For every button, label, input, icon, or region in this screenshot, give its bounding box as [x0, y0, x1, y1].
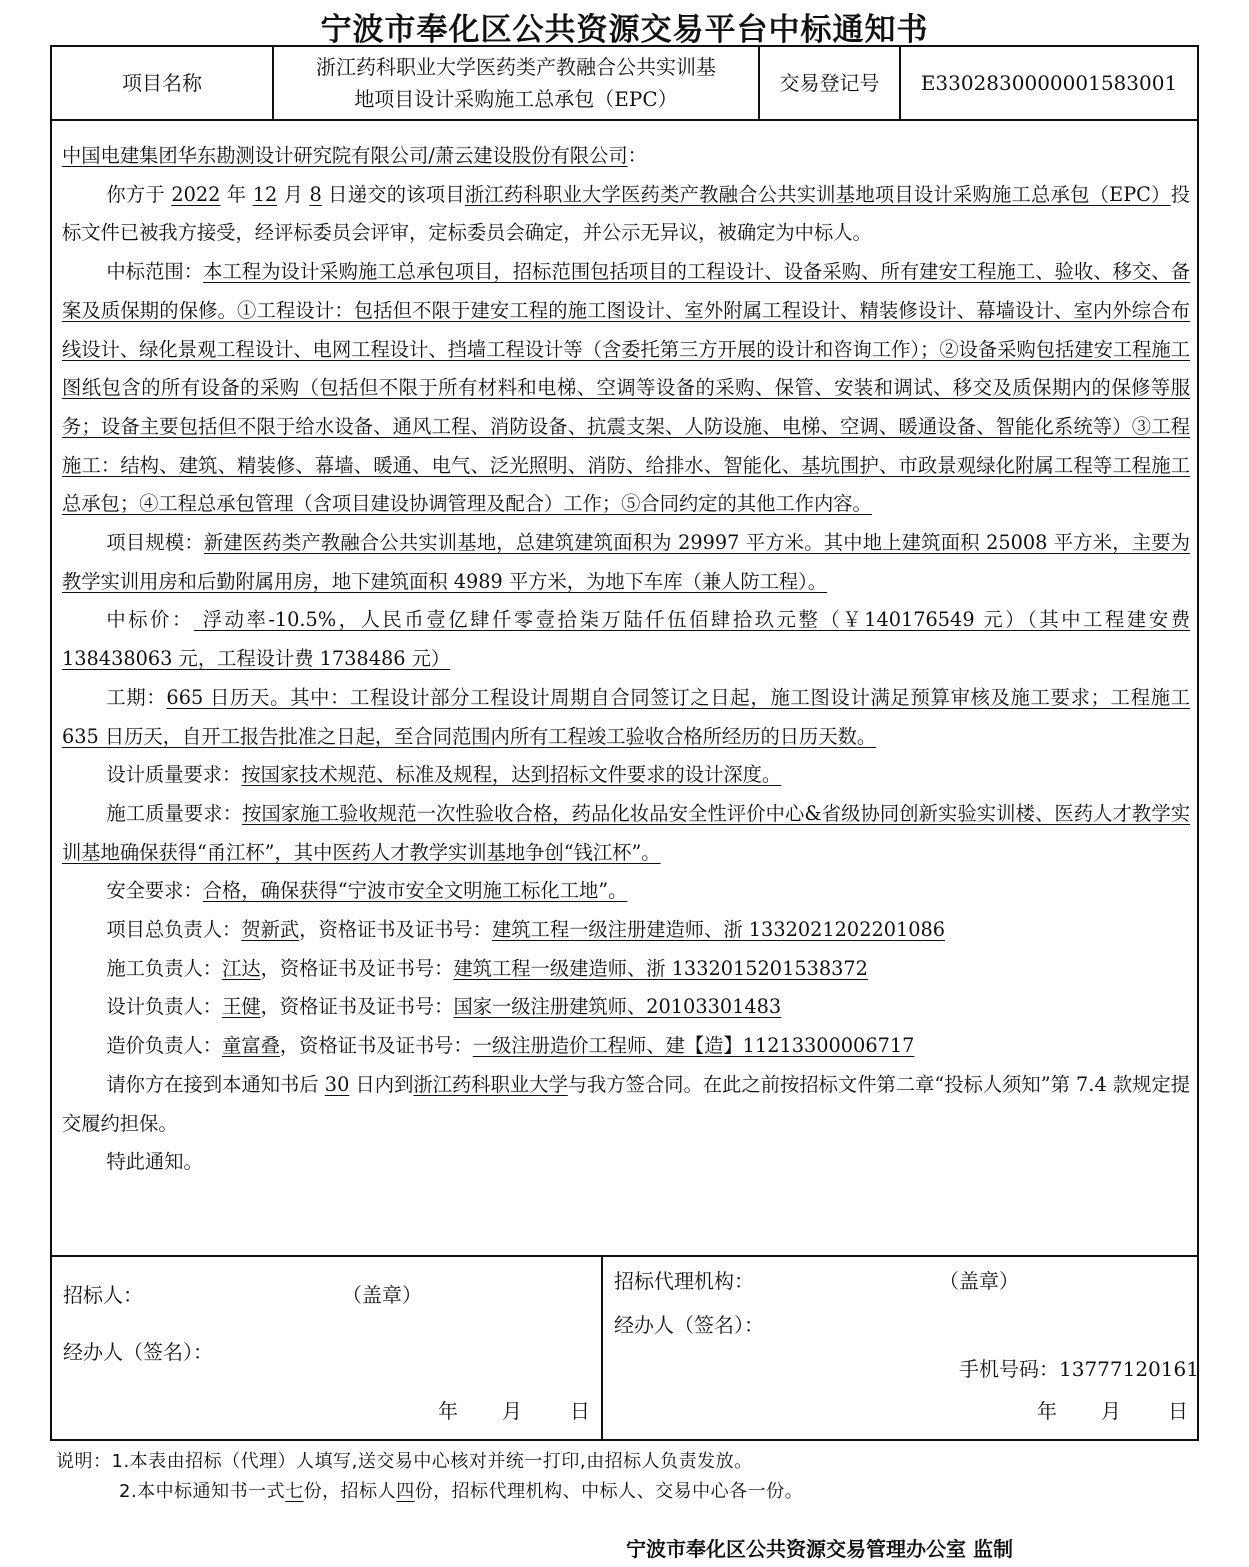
costm-label: 造价负责人： [106, 1034, 223, 1058]
tenderer-date-month: 月 [502, 1399, 522, 1423]
agency-phone [959, 1353, 1199, 1382]
period-text: 665 日历天。其中：工程设计部分工程设计周期自合同签订之日起，施工图设计满足预算审核及施工要求；工程施工 635 日历天，自开工报告批准之日起，至合同范围内所有工程竣工验收合格所经历的日历天数。 [62, 685, 1190, 748]
design-quality-label: 设计质量要求： [106, 763, 242, 787]
dm-cert-label: ，资格证书及证书号： [260, 995, 454, 1019]
note2-tenderer-copies: 四 [396, 1481, 415, 1502]
scale-paragraph [62, 524, 1190, 601]
trade-reg-value: E3302830000001583001 [920, 71, 1178, 95]
cost-manager-line [62, 1027, 1190, 1066]
contract-text-1: 请你方在接到本通知书后 [106, 1072, 319, 1096]
construction-quality-paragraph [62, 795, 1190, 872]
contract-text-3: 与我方签合同。在此之前按招标文件第二章“投标人须知”第 7.4 款规定提交履约担保。 [62, 1072, 1191, 1135]
scope-label: 中标范围： [106, 260, 204, 284]
agency-signature-block [603, 1257, 1197, 1441]
closing-line: 特此通知。 [106, 1150, 203, 1174]
phone-number: 13777120161 [1059, 1357, 1199, 1381]
dm-label: 设计负责人： [106, 995, 223, 1019]
agency-label: 招标代理机构： [614, 1269, 754, 1293]
cm-name: 江达 [222, 956, 261, 980]
costm-cert-label: ，资格证书及证书号： [279, 1034, 473, 1058]
agency-date-year: 年 [1037, 1399, 1057, 1423]
notice-body [62, 137, 1190, 1182]
supervised-by: 宁波市奉化区公共资源交易管理办公室 监制 [626, 1537, 1013, 1561]
costm-name: 童富叠 [222, 1034, 280, 1058]
note2-text-2: 份，招标人 [303, 1481, 397, 1502]
intro-text-3: 月 [283, 182, 304, 206]
submit-day: 8 [309, 182, 322, 206]
cm-cert-label: ，资格证书及证书号： [260, 956, 454, 980]
contract-place: 浙江药科职业大学 [413, 1072, 568, 1096]
intro-text-2: 年 [226, 182, 247, 206]
costm-cert: 一级注册造价工程师、建【造】11213300006717 [472, 1034, 915, 1058]
contract-days: 30 [324, 1072, 350, 1096]
project-name-line-1: 浙江药科职业大学医药类产教融合公共实训基 [316, 55, 716, 79]
contract-text-2: 日内到 [355, 1072, 414, 1096]
pm-cert: 建筑工程一级注册建造师、浙 1332021202201086 [492, 918, 946, 942]
submit-year: 2022 [171, 182, 221, 206]
project-name-line-2: 地项目设计采购施工总承包（EPC） [354, 87, 678, 111]
scope-paragraph [62, 253, 1190, 524]
header-divider [52, 119, 1197, 121]
price-text: 浮动率-10.5%，人民币壹亿肆仟零壹拾柒万陆仟伍佰肆拾玖元整（￥140176549 元）（其中工程建安费 138438063 元，工程设计费 1738486 元） [62, 608, 1190, 671]
safety-paragraph [62, 872, 1190, 911]
tenderer-date-year: 年 [438, 1399, 458, 1423]
addressee-suffix: ： [627, 144, 647, 167]
note2-text-1: 2.本中标通知书一式 [119, 1481, 286, 1502]
dm-name: 王健 [222, 995, 261, 1019]
contract-paragraph [62, 1066, 1190, 1143]
agency-seal: （盖章） [939, 1269, 1019, 1293]
scale-label: 项目规模： [106, 531, 204, 555]
tenderer-signature-block [52, 1257, 601, 1441]
submit-month: 12 [252, 182, 278, 206]
construction-quality-label: 施工质量要求： [106, 801, 243, 825]
project-manager-line [62, 911, 1190, 950]
intro-paragraph [62, 176, 1190, 253]
design-quality-text: 按国家技术规范、标准及规程，达到招标文件要求的设计深度。 [241, 763, 782, 787]
cm-cert: 建筑工程一级建造师、浙 1332015201538372 [453, 956, 868, 980]
cm-label: 施工负责人： [106, 956, 223, 980]
document-title: 宁波市奉化区公共资源交易平台中标通知书 [320, 12, 929, 48]
scope-text: 本工程为设计采购施工总承包项目，招标范围包括项目的工程设计、设备采购、所有建安工程施工、验收、移交、备案及质保期的保修。①工程设计：包括但不限于建安工程的施工图设计、室外附属工程设计、精装修设计、幕墙设计、室内外综合布线设计、绿化景观工程设计、电网工程设计、挡墙工程设计等（含委托第三方开展的设计和咨询工作）；②设备采购包括建安工程施工图纸包含的所有设备的采购（包括但不限于所有材料和电梯、空调等设备的采购、保管、安装和调试、移交及质保期内的保修等服务；设备主要包括但不限于给水设备、通风工程、消防设备、抗震支架、人防设施、电梯、空调、暖通设备、智能化系统等）③工程施工：结构、建筑、精装修、幕墙、暖通、电气、泛光照明、消防、给排水、智能化、基坑围护、市政景观绿化附属工程等工程施工总承包；④工程总承包管理（含项目建设协调管理及配合）工作；⑤合同约定的其他工作内容。 [62, 260, 1191, 516]
notice-form [50, 45, 1199, 1441]
pm-label: 项目总负责人： [106, 918, 242, 942]
construction-manager-line [62, 950, 1190, 989]
project-name-value [274, 47, 758, 119]
note-line-2 [56, 1477, 803, 1507]
tenderer-label: 招标人： [63, 1283, 143, 1307]
price-label: 中标价： [106, 608, 194, 632]
tenderer-seal: （盖章） [342, 1283, 422, 1307]
phone-label: 手机号码： [959, 1357, 1059, 1381]
design-quality-paragraph [62, 756, 1190, 795]
pm-cert-label: ，资格证书及证书号： [299, 918, 492, 942]
addressee-line [62, 137, 1190, 176]
agency-date-month: 月 [1101, 1399, 1121, 1423]
scale-text: 新建医药类产教融合公共实训基地，总建筑建筑面积为 29997 平方米。其中地上建筑面积 25008 平方米，主要为教学实训用房和后勤附属用房，地下建筑面积 4989 平方米，为地下车库（兼人防工程）。 [62, 531, 1191, 593]
intro-text-1: 你方于 [106, 182, 165, 206]
trade-reg-label: 交易登记号 [779, 71, 880, 95]
agency-handler: 经办人（签名）： [614, 1313, 764, 1337]
safety-label: 安全要求： [106, 879, 203, 903]
dm-cert: 国家一级注册建筑师、20103301483 [453, 995, 782, 1019]
period-paragraph [62, 679, 1190, 756]
note2-copies: 七 [285, 1481, 304, 1502]
construction-quality-text: 按国家施工验收规范一次性验收合格，药品化妆品安全性评价中心&省级协同创新实验实训楼、医药人才教学实训基地确保获得“甬江杯”，其中医药人才教学实训基地争创“钱江杯”。 [62, 801, 1190, 864]
intro-text-5: 投标文件已被我方接受，经评标委员会评审，定标委员会确定，并公示无异议，被确定为中标人。 [62, 182, 1190, 245]
intro-project-name: 浙江药科职业大学医药类产教融合公共实训基地项目设计采购施工总承包（EPC） [464, 182, 1171, 206]
price-paragraph [62, 601, 1190, 678]
project-name-label: 项目名称 [122, 71, 202, 95]
design-manager-line [62, 988, 1190, 1027]
pm-name: 贺新武 [241, 918, 300, 942]
note-line-1: 说明：1.本表由招标（代理）人填写,送交易中心核对并统一打印,由招标人负责发放。 [56, 1451, 753, 1472]
agency-date-day: 日 [1168, 1399, 1188, 1423]
tenderer-date-day: 日 [570, 1399, 590, 1423]
tenderer-handler: 经办人（签名）： [63, 1340, 213, 1364]
intro-text-4: 日递交的该项目 [328, 182, 465, 206]
notes [56, 1447, 803, 1507]
period-label: 工期： [106, 685, 167, 709]
note2-text-3: 份，招标代理机构、中标人、交易中心各一份。 [414, 1481, 804, 1502]
addressee: 中国电建集团华东勘测设计研究院有限公司/萧云建设股份有限公司 [62, 144, 628, 167]
safety-text: 合格，确保获得“宁波市安全文明施工标化工地”。 [202, 879, 628, 903]
